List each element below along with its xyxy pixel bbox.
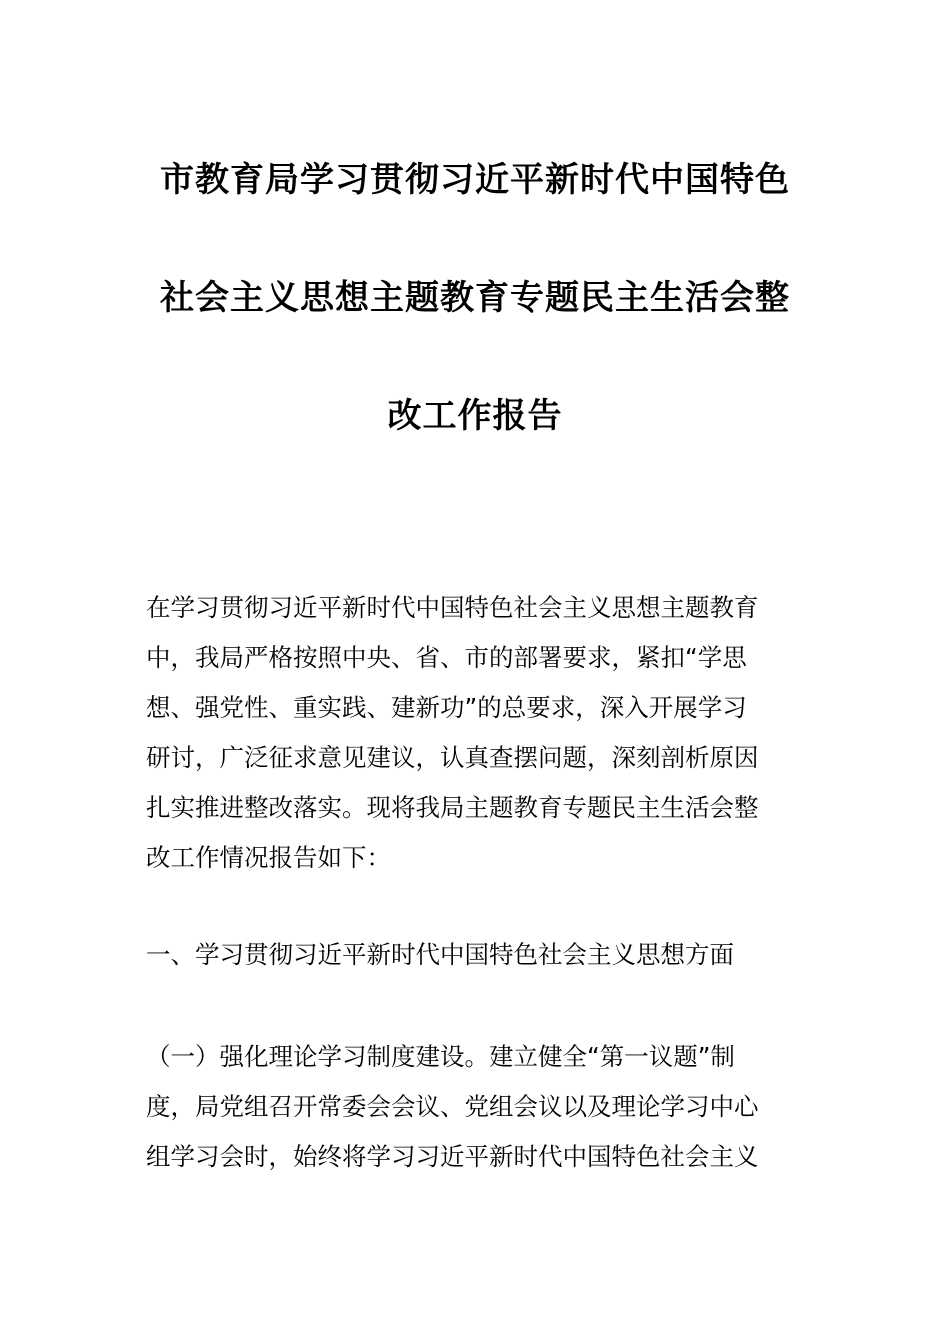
intro-line: 中，我局严格按照中央、省、市的部署要求，紧扣“学思 (146, 643, 747, 672)
item-paragraph (146, 1032, 816, 1182)
item-line: （一）强化理论学习制度建设。建立健全“第一议题”制 (146, 1042, 735, 1071)
intro-line: 扎实推进整改落实。现将我局主题教育专题民主生活会整 (146, 793, 759, 822)
section-heading-text: 一、学习贯彻习近平新时代中国特色社会主义思想方面 (146, 940, 734, 969)
intro-paragraph (146, 583, 816, 883)
intro-line: 改工作情况报告如下： (146, 843, 391, 872)
intro-line: 研讨，广泛征求意见建议，认真查摆问题，深刻剖析原因 (146, 743, 759, 772)
section-heading (146, 930, 816, 980)
document-title-line-1: 市教育局学习贯彻习近平新时代中国特色 (160, 160, 790, 200)
document-title-line-3: 改工作报告 (387, 396, 563, 436)
item-line: 度，局党组召开常委会会议、党组会议以及理论学习中心 (146, 1092, 759, 1121)
document-title-line-2: 社会主义思想主题教育专题民主生活会整 (160, 278, 790, 318)
intro-line: 在学习贯彻习近平新时代中国特色社会主义思想主题教育 (146, 593, 759, 622)
intro-line: 想、强党性、重实践、建新功”的总要求，深入开展学习 (146, 693, 747, 722)
item-line: 组学习会时，始终将学习习近平新时代中国特色社会主义 (146, 1142, 759, 1171)
